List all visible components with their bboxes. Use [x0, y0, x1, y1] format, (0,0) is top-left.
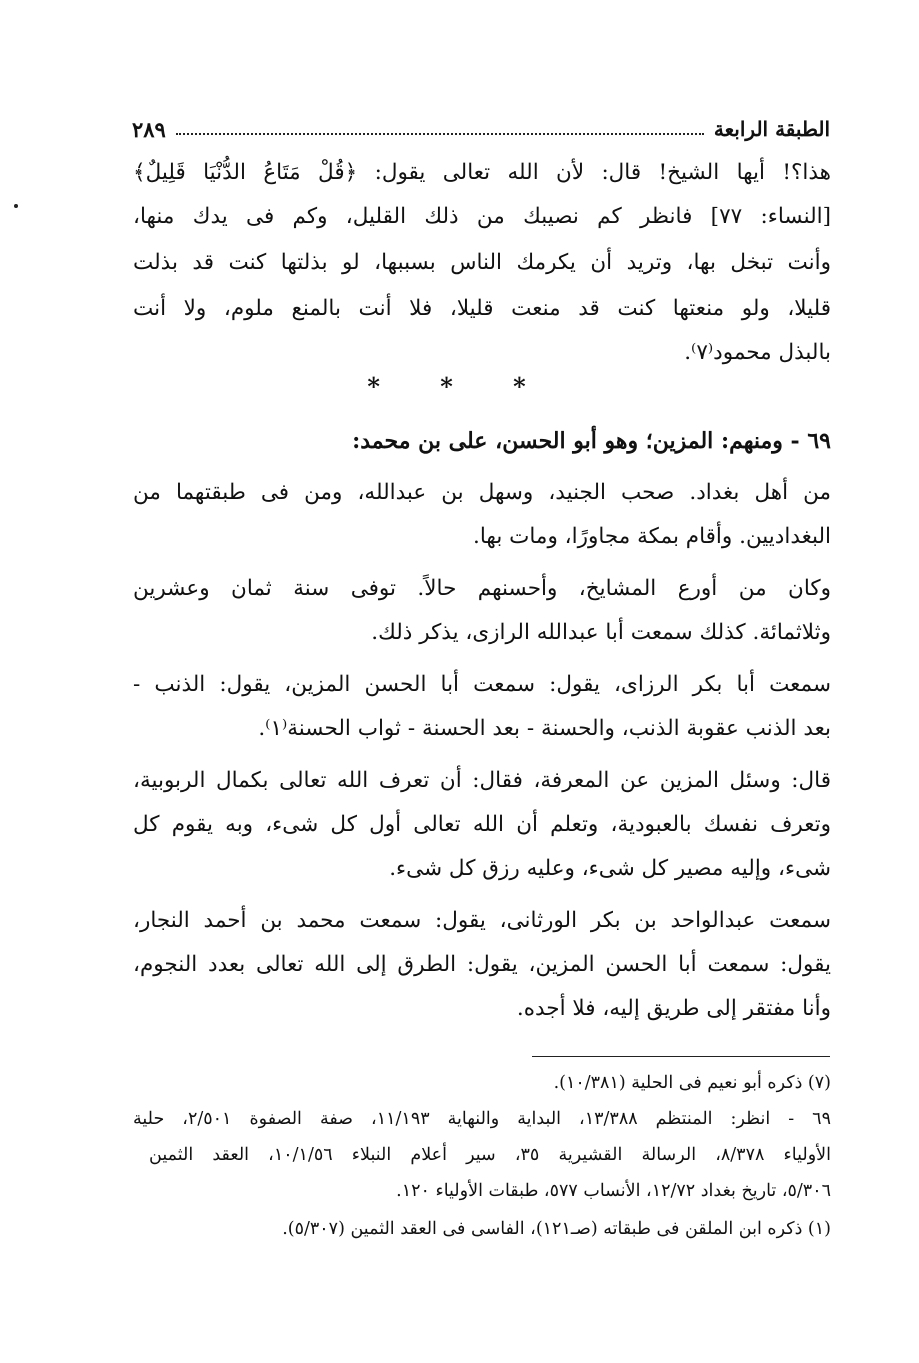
text-line: من أهل بغداد. صحب الجنيد، وسهل بن عبدالله، ومن فى طبقتهما من	[133, 480, 832, 505]
text-line: وأنا مفتقر إلى طريق إليه، فلا أجده.	[516, 996, 831, 1021]
stray-ink-dot	[14, 204, 18, 208]
text-line: قال: وسئل المزين عن المعرفة، فقال: أن تعرف الله تعالى بكمال الربوبية،	[133, 768, 831, 793]
text-line: وتعرف نفسك بالعبودية، وتعلم أن الله تعالى أول كل شىء، وبه يقوم كل	[133, 812, 831, 837]
text-line: وكان من أورع المشايخ، وأحسنهم حالاً. توفى سنة ثمان وعشرين	[133, 576, 831, 601]
text-line: سمعت أبا بكر الرزاى، يقول: سمعت أبا الحسن المزين، يقول: الذنب -	[133, 672, 831, 697]
text-line: [النساء: ٧٧] فانظر كم نصيبك من ذلك القليل، وكم فى يدك منها،	[133, 204, 831, 229]
text-line: بعد الذنب عقوبة الذنب، والحسنة - بعد الحسنة - ثواب الحسنة⁽١⁾.	[258, 716, 831, 741]
text-line: بالبذل محمود⁽٧⁾.	[684, 340, 831, 365]
dotted-leader	[176, 133, 704, 135]
text-line: قليلا، ولو منعتها كنت قد منعت قليلا، فلا أنت بالمنع ملوم، ولا أنت	[133, 296, 831, 321]
text-line: وأنت تبخل بها، وتريد أن يكرمك الناس بسببها، لو بذلتها كنت قد بذلت	[133, 250, 831, 275]
text-line: هذا؟! أيها الشيخ! قال: لأن الله تعالى يقول: ﴿قُلْ مَتَاعُ الدُّنْيَا قَلِيلٌ﴾	[133, 160, 831, 185]
text-line: يقول: سمعت أبا الحسن المزين، يقول: الطرق إلى الله تعالى بعدد النجوم،	[133, 952, 831, 977]
running-header	[132, 112, 830, 146]
footnote-7: (٧) ذكره أبو نعيم فى الحلية (١٠/٣٨١).	[553, 1073, 831, 1093]
footnote-1: (١) ذكره ابن الملقن فى طبقاته (صـ١٢١)، الفاسى فى العقد الثمين (٥/٣٠٧).	[282, 1219, 831, 1239]
text-line: وثلاثمائة. كذلك سمعت أبا عبدالله الرازى، يذكر ذلك.	[371, 620, 831, 645]
footnote-69-line: ٦٩ - انظر: المنتظم ١٣/٣٨٨، البداية والنهاية ١١/١٩٣، صفة الصفوة ٢/٥٠١، حلية	[133, 1109, 831, 1129]
footnote-69-line: الأولياء ٨/٣٧٨، الرسالة القشيرية ٣٥، سير أعلام النبلاء ١٠/١/٥٦، العقد الثمين	[149, 1145, 831, 1165]
chapter-title: الطبقة الرابعة	[713, 117, 830, 141]
footnote-divider	[532, 1056, 830, 1057]
entry-heading: ٦٩ - ومنهم: المزين؛ وهو أبو الحسن، على بن محمد:	[352, 428, 831, 454]
text-line: شىء، وإليه مصير كل شىء، وعليه رزق كل شىء.	[389, 856, 831, 881]
text-line: البغداديين. وأقام بمكة مجاورًا، ومات بها.	[473, 524, 831, 549]
page-number: ٢٨٩	[132, 116, 166, 142]
text-line: سمعت عبدالواحد بن بكر الورثانى، يقول: سمعت محمد بن أحمد النجار،	[133, 908, 831, 933]
footnote-69-line: ٥/٣٠٦، تاريخ بغداد ١٢/٧٢، الأنساب ٥٧٧، طبقات الأولياء ١٢٠.	[396, 1181, 831, 1201]
section-separator-stars: * * *	[367, 372, 552, 401]
